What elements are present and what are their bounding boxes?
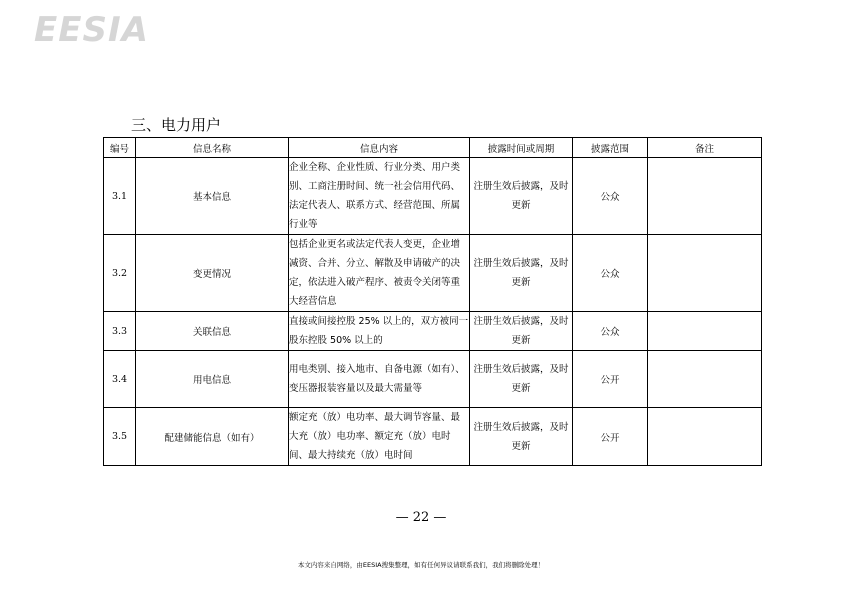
row-disclosure-time: 注册生效后披露，及时更新: [470, 158, 573, 235]
row-disclosure-time: 注册生效后披露，及时更新: [470, 235, 573, 312]
row-remark: [648, 351, 762, 408]
row-disclosure-scope: 公众: [573, 235, 648, 312]
table-row: [104, 235, 762, 312]
table-row: [104, 158, 762, 235]
header-info-content: 信息内容: [289, 138, 470, 158]
table-header-row: [104, 138, 762, 158]
row-disclosure-scope: 公众: [573, 312, 648, 351]
header-number: 编号: [104, 138, 136, 158]
row-remark: [648, 158, 762, 235]
row-disclosure-time: 注册生效后披露，及时更新: [470, 312, 573, 351]
row-disclosure-time: 注册生效后披露，及时更新: [470, 408, 573, 466]
footer-note: 本文内容来自网络，由EESIA搜集整理，如有任何异议请联系我们，我们将删除处理！: [297, 561, 545, 569]
section-title: 三、电力用户: [131, 116, 222, 134]
row-disclosure-scope: 公开: [573, 351, 648, 408]
row-info-name: 关联信息: [136, 312, 289, 351]
row-disclosure-time: 注册生效后披露，及时更新: [470, 351, 573, 408]
row-remark: [648, 312, 762, 351]
row-number: 3.2: [104, 235, 136, 312]
row-disclosure-scope: 公众: [573, 158, 648, 235]
row-info-content: 用电类别、接入地市、自备电源（如有）、变压器报装容量以及最大需量等: [289, 351, 470, 408]
row-info-content: 直接或间接控股 25% 以上的，双方被同一股东控股 50% 以上的: [289, 312, 470, 351]
row-info-name: 变更情况: [136, 235, 289, 312]
header-info-name: 信息名称: [136, 138, 289, 158]
header-disclosure-time: 披露时间或周期: [470, 138, 573, 158]
row-number: 3.4: [104, 351, 136, 408]
row-number: 3.3: [104, 312, 136, 351]
row-info-name: 基本信息: [136, 158, 289, 235]
row-remark: [648, 235, 762, 312]
table-row: [104, 312, 762, 351]
row-info-content: 额定充（放）电功率、最大调节容量、最大充（放）电功率、额定充（放）电时间、最大持续充（放）电时间: [289, 408, 470, 466]
row-remark: [648, 408, 762, 466]
row-info-name: 配建储能信息（如有）: [136, 408, 289, 466]
row-disclosure-scope: 公开: [573, 408, 648, 466]
header-remark: 备注: [648, 138, 762, 158]
disclosure-table: [103, 137, 762, 466]
eesia-logo: EESIA: [34, 10, 149, 50]
row-info-content: 包括企业更名或法定代表人变更，企业增减资、合并、分立、解散及申请破产的决定，依法进入破产程序、被责令关闭等重大经营信息: [289, 235, 470, 312]
page-number: — 22 —: [395, 510, 447, 525]
row-info-name: 用电信息: [136, 351, 289, 408]
table-row: [104, 408, 762, 466]
row-number: 3.1: [104, 158, 136, 235]
header-disclosure-scope: 披露范围: [573, 138, 648, 158]
table-row: [104, 351, 762, 408]
row-number: 3.5: [104, 408, 136, 466]
row-info-content: 企业全称、企业性质、行业分类、用户类别、工商注册时间、统一社会信用代码、法定代表人、联系方式、经营范围、所属行业等: [289, 158, 470, 235]
